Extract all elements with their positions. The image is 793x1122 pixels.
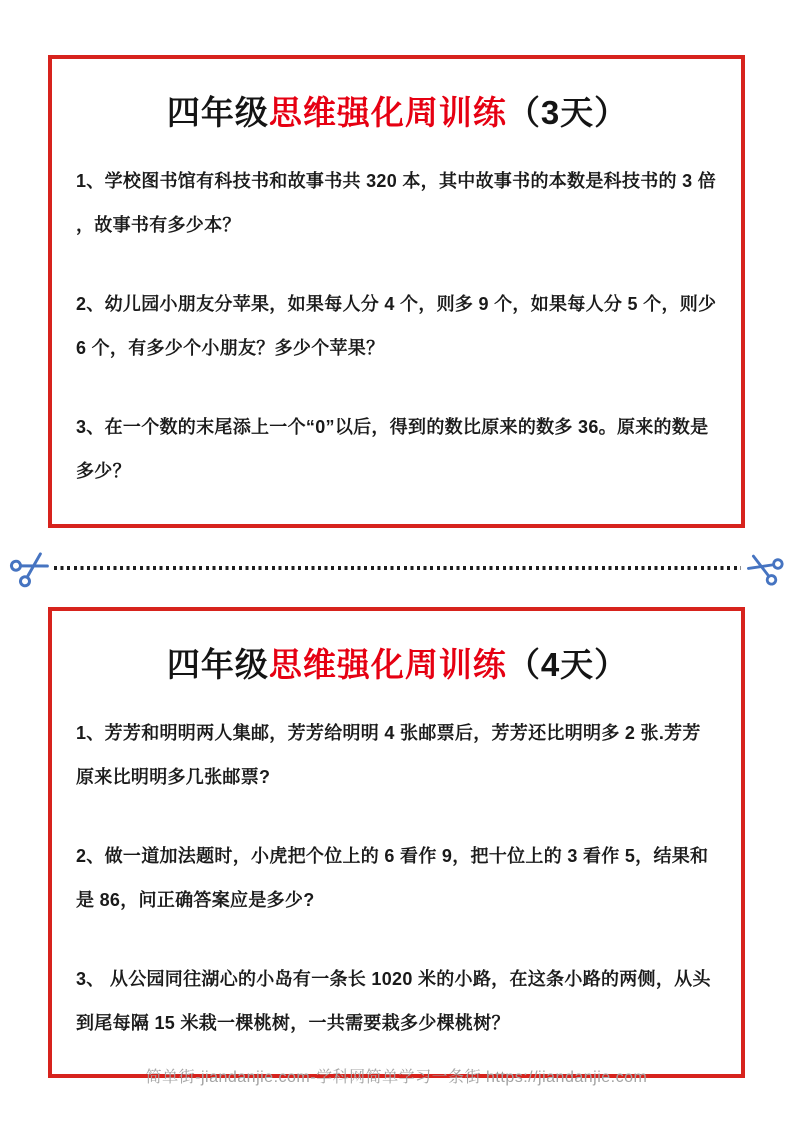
cut-divider — [10, 544, 785, 592]
dotted-cut-line — [54, 566, 741, 570]
problem-1: 1、学校图书馆有科技书和故事书共 320 本，其中故事书的本数是科技书的 3 倍 ，故事书有多少本？ — [76, 170, 717, 235]
problem-3: 3、 从公园同往湖心的小岛有一条长 1020 米的小路，在这条小路的两侧，从头到尾每隔 15 米栽一棵桃树，一共需要栽多少棵桃树？ — [76, 968, 711, 1033]
scissors-icon — [745, 546, 785, 590]
card-title-day3 — [76, 93, 719, 133]
worksheet-card-day4 — [48, 607, 745, 1078]
title-highlight: 思维强化周训练 — [268, 646, 507, 683]
title-day-count: （3天） — [506, 94, 629, 131]
title-grade: 四年级 — [166, 646, 269, 683]
card-title-day4 — [76, 645, 719, 685]
problem-2: 2、做一道加法题时，小虎把个位上的 6 看作 9，把十位上的 3 看作 5，结果和是 86，问正确答案应是多少? — [76, 845, 709, 910]
problem-3: 3、在一个数的末尾添上一个“0”以后，得到的数比原来的数多 36。原来的数是多少？ — [76, 416, 709, 481]
problem-2: 2、幼儿园小朋友分苹果，如果每人分 4 个，则多 9 个，如果每人分 5 个，则少 6 个，有多少个小朋友？多少个苹果？ — [76, 293, 717, 358]
problem-1: 1、芳芳和明明两人集邮，芳芳给明明 4 张邮票后，芳芳还比明明多 2 张.芳芳原来比明明多几张邮票? — [76, 722, 701, 787]
watermark-text: 简单街-jiandanjie.com-学科网简单学习一条街 https://jiandanjie.com — [145, 1069, 648, 1086]
title-highlight: 思维强化周训练 — [268, 94, 507, 131]
title-grade: 四年级 — [166, 94, 269, 131]
title-day-count: （4天） — [506, 646, 629, 683]
scissors-icon — [10, 546, 50, 590]
worksheet-card-day3 — [48, 55, 745, 528]
